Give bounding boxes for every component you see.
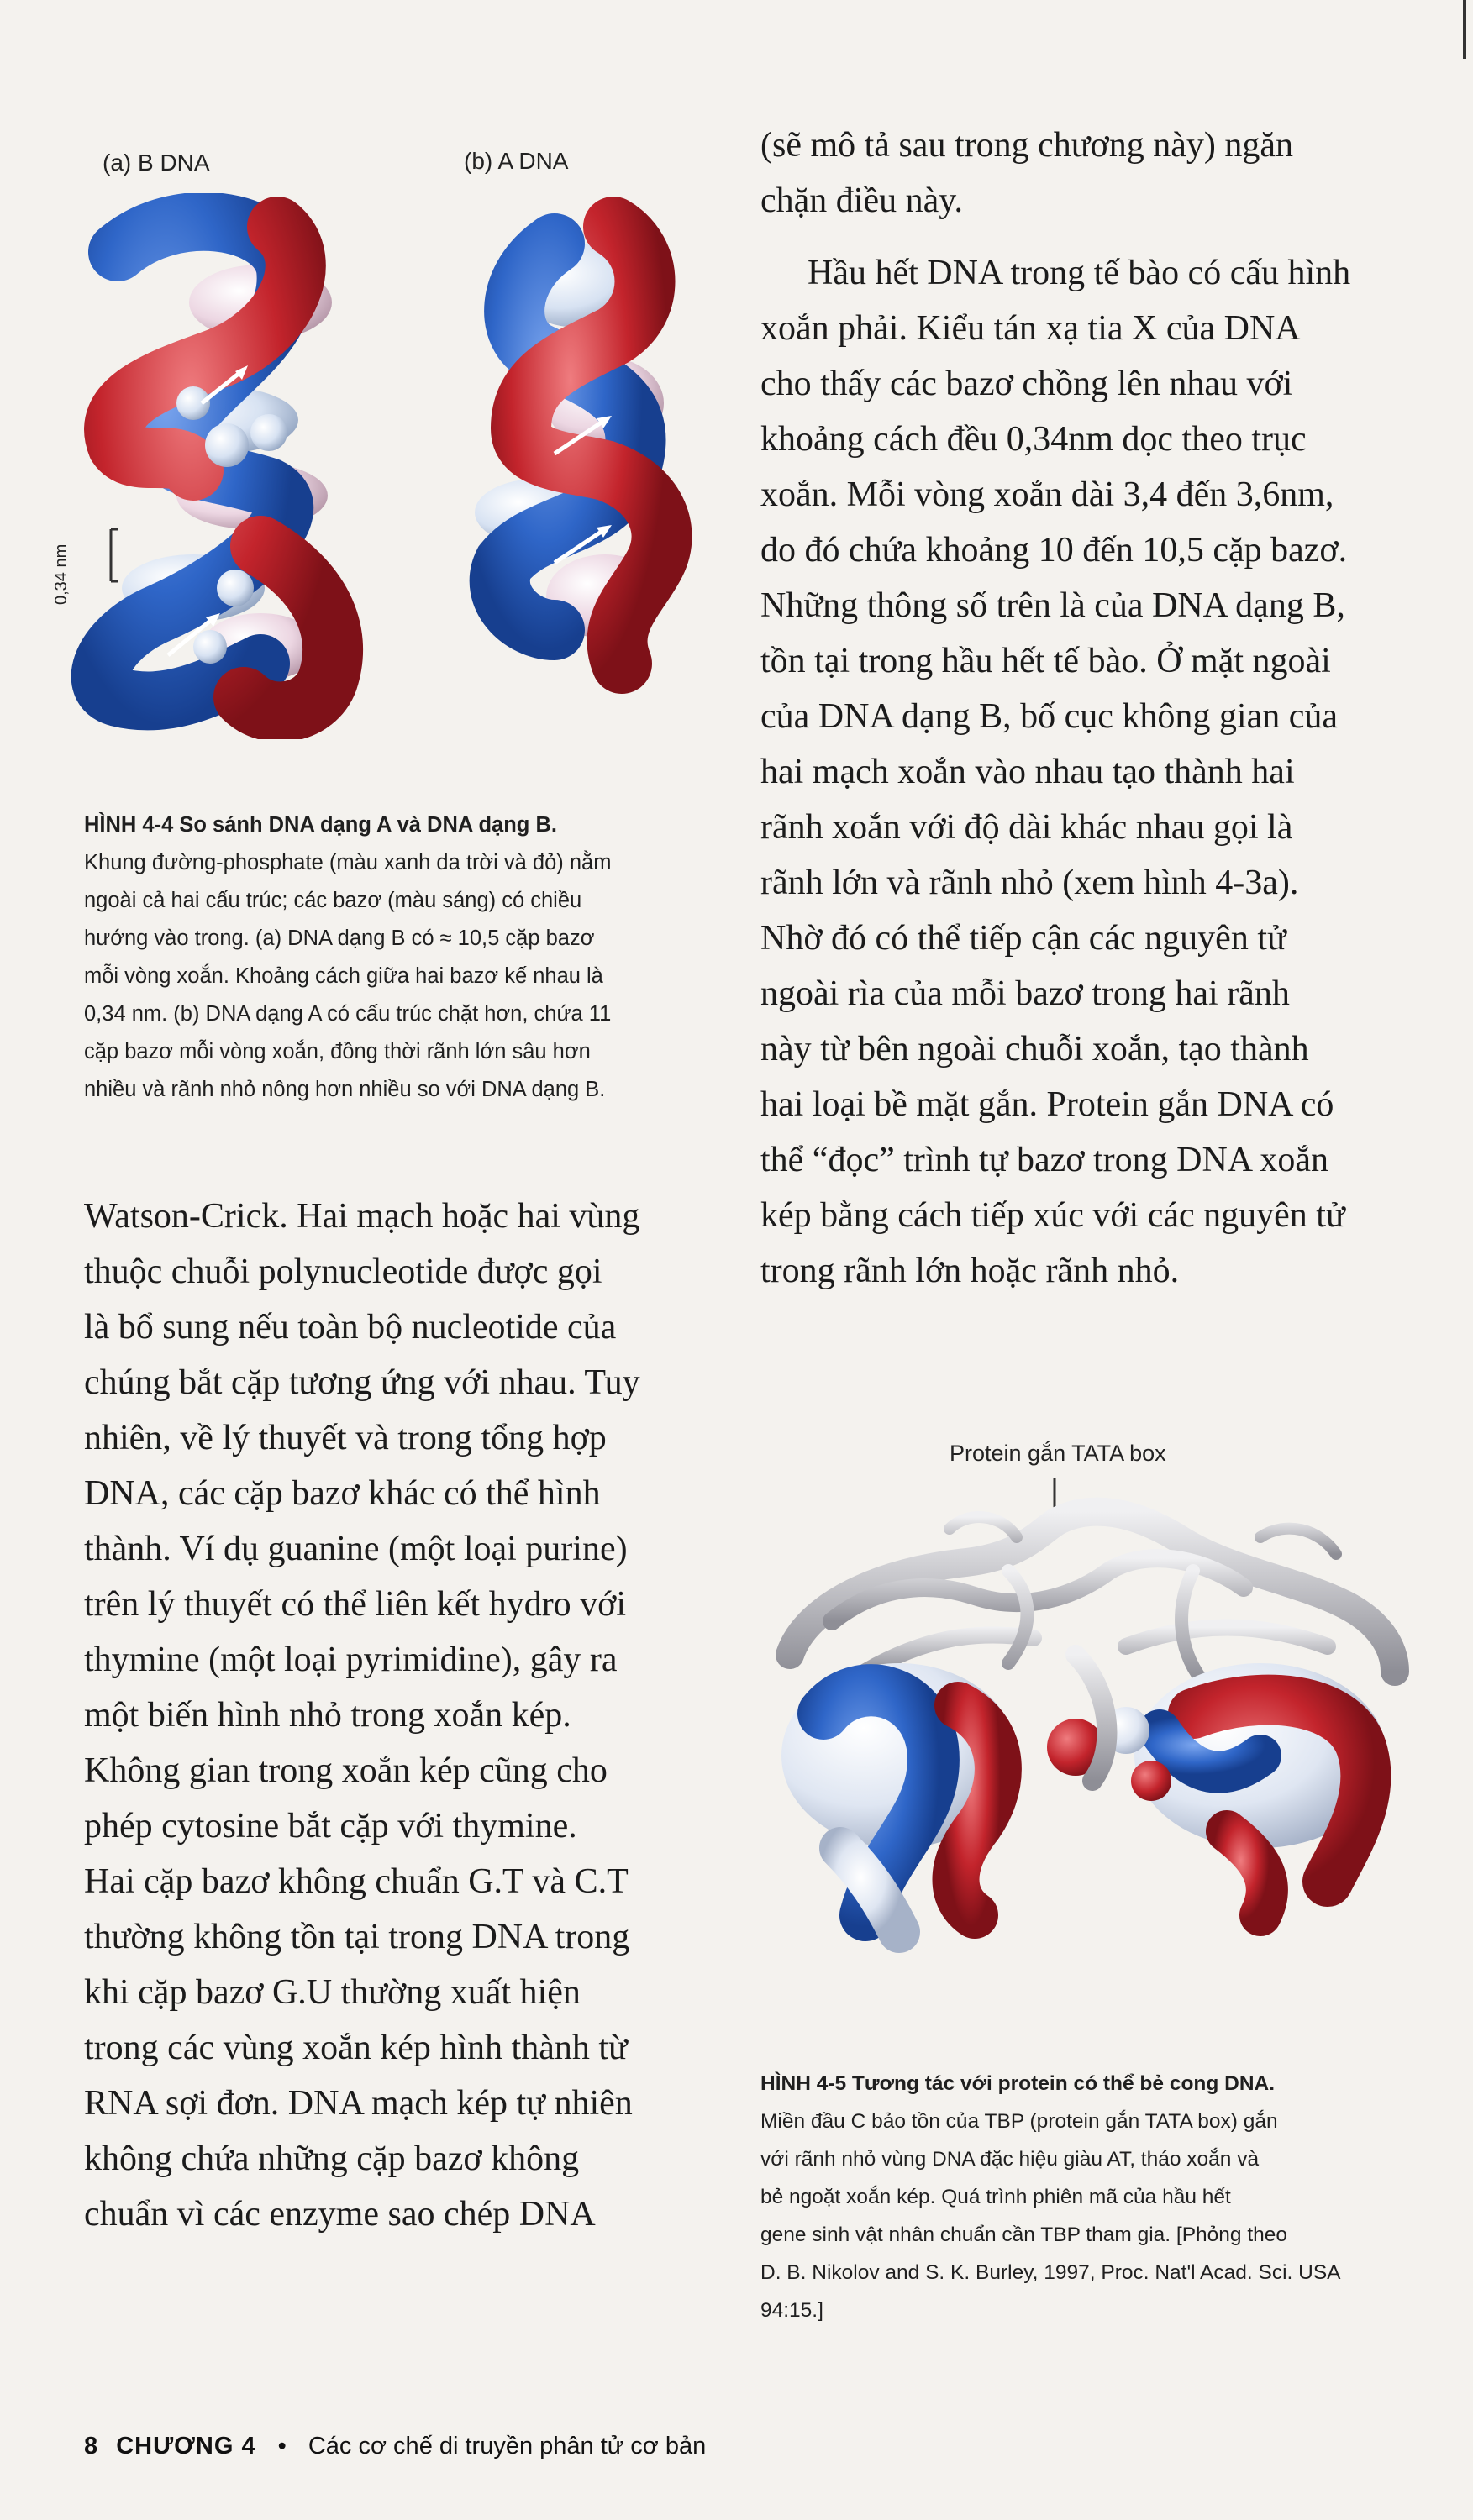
left-line: trong các vùng xoắn kép hình thành từ	[84, 2029, 628, 2067]
fig-4-5-caption-line: bẻ ngoặt xoắn kép. Quá trình phiên mã của hầu hết	[760, 2186, 1231, 2208]
page-number: 8	[84, 2433, 98, 2460]
fig-4-4-caption-line: cặp bazơ mỗi vòng xoắn, đồng thời rãnh lớn sâu hơn	[84, 1040, 591, 1063]
fig-4-4-caption-title: HÌNH 4-4 So sánh DNA dạng A và DNA dạng B.	[84, 813, 557, 837]
fig-4-4-caption-line: ngoài cả hai cấu trúc; các bazơ (màu sáng) có chiều	[84, 889, 582, 912]
fig-4-5-caption-line: 94:15.]	[760, 2299, 823, 2322]
chapter-label: CHƯƠNG 4	[116, 2433, 256, 2460]
fig-4-4-label-b: (b) A DNA	[464, 148, 569, 174]
fig-4-5-caption	[760, 2065, 1399, 2329]
left-line: chúng bắt cặp tương ứng với nhau. Tuy	[84, 1363, 640, 1402]
left-line: không chứa những cặp bazơ không	[84, 2139, 580, 2178]
right-p2-line: khoảng cách đều 0,34nm dọc theo trục	[760, 420, 1307, 459]
footer-separator: •	[277, 2433, 287, 2460]
left-line: chuẩn vì các enzyme sao chép DNA	[84, 2195, 596, 2234]
tata-dna-spacefill	[781, 1663, 1386, 1932]
left-line: DNA, các cặp bazơ khác có thể hình	[84, 1474, 601, 1513]
fig-4-5-caption-line: gene sinh vật nhân chuẩn cần TBP tham gia. [Phỏng theo	[760, 2223, 1288, 2246]
fig-4-5-caption-line: với rãnh nhỏ vùng DNA đặc hiệu giàu AT, tháo xoắn và	[760, 2148, 1260, 2171]
right-p2-line: thể “đọc” trình tự bazơ trong DNA xoắn	[760, 1141, 1328, 1179]
left-line: nhiên, về lý thuyết và trong tổng hợp	[84, 1419, 607, 1457]
b-dna-model	[101, 222, 333, 712]
fig-4-5-caption-line: Miền đầu C bảo tồn của TBP (protein gắn TATA box) gắn	[760, 2110, 1278, 2133]
left-line: Hai cặp bazơ không chuẩn G.T và C.T	[84, 1862, 629, 1901]
left-line: một biến hình nhỏ trong xoắn kép.	[84, 1696, 571, 1735]
left-line: thuộc chuỗi polynucleotide được gọi	[84, 1252, 602, 1291]
left-line: là bổ sung nếu toàn bộ nucleotide của	[84, 1308, 617, 1347]
fig-4-4-caption	[84, 806, 723, 1109]
left-line: RNA sợi đơn. DNA mạch kép tự nhiên	[84, 2084, 633, 2123]
right-p1-line: (sẽ mô tả sau trong chương này) ngăn	[760, 126, 1293, 165]
left-line: Watson-Crick. Hai mạch hoặc hai vùng	[84, 1197, 640, 1236]
page-edge-mark	[1463, 0, 1466, 59]
left-line: khi cặp bazơ G.U thường xuất hiện	[84, 1973, 581, 2012]
right-p2-line: trong rãnh lớn hoặc rãnh nhỏ.	[760, 1252, 1180, 1290]
right-p2-line: rãnh lớn và rãnh nhỏ (xem hình 4-3a).	[760, 864, 1299, 902]
fig-4-4-caption-line: 0,34 nm. (b) DNA dạng A có cấu trúc chặt hơn, chứa 11	[84, 1002, 612, 1026]
fig-4-5-tbp-dna-complex	[756, 1478, 1428, 2033]
left-line: Không gian trong xoắn kép cũng cho	[84, 1751, 608, 1790]
right-p2-line: do đó chứa khoảng 10 đến 10,5 cặp bazơ.	[760, 531, 1348, 570]
right-p2-line: ngoài rìa của mỗi bazơ trong hai rãnh	[760, 974, 1290, 1013]
right-p1-line: chặn điều này.	[760, 181, 964, 220]
fig-4-5-caption-line: D. B. Nikolov and S. K. Burley, 1997, Proc. Nat'l Acad. Sci. USA	[760, 2261, 1341, 2284]
fig-4-4-label-a: (a) B DNA	[103, 150, 210, 176]
a-dna-model	[475, 227, 664, 664]
page-footer	[84, 2433, 706, 2460]
fig-4-4-caption-line: nhiều và rãnh nhỏ nông hơn nhiều so với DNA dạng B.	[84, 1078, 606, 1101]
fig-4-4-caption-line: Khung đường-phosphate (màu xanh da trời và đỏ) nằm	[84, 851, 612, 874]
right-p2-line: hai mạch xoắn vào nhau tạo thành hai	[760, 753, 1295, 791]
right-p2-line: tồn tại trong hầu hết tế bào. Ở mặt ngoài	[760, 642, 1331, 680]
tbp-protein-ribbon	[790, 1512, 1395, 1680]
right-p2-line: Những thông số trên là của DNA dạng B,	[760, 586, 1345, 625]
left-line: thành. Ví dụ guanine (một loại purine)	[84, 1530, 628, 1568]
left-line: thường không tồn tại trong DNA trong	[84, 1918, 630, 1956]
fig-4-5-protein-label: Protein gắn TATA box	[950, 1441, 1166, 1466]
right-p2-line: rãnh xoắn với độ dài khác nhau gọi là	[760, 808, 1293, 847]
right-p2-line: xoắn phải. Kiểu tán xạ tia X của DNA	[760, 309, 1301, 348]
left-line: thymine (một loại pyrimidine), gây ra	[84, 1641, 618, 1679]
chapter-title: Các cơ chế di truyền phân tử cơ bản	[308, 2433, 707, 2460]
right-p2-line: xoắn. Mỗi vòng xoắn dài 3,4 đến 3,6nm,	[760, 475, 1334, 514]
fig-4-4-dna-models	[67, 193, 739, 739]
right-column-text	[760, 118, 1399, 1299]
right-p2-line: cho thấy các bazơ chồng lên nhau với	[760, 365, 1293, 403]
scale-label: 0,34 nm	[52, 543, 71, 605]
fig-4-4-caption-line: mỗi vòng xoắn. Khoảng cách giữa hai bazơ kế nhau là	[84, 964, 603, 988]
left-line: trên lý thuyết có thể liên kết hydro với	[84, 1585, 627, 1624]
right-p2-line: Hầu hết DNA trong tế bào có cấu hình	[808, 254, 1351, 292]
fig-4-4-caption-line: hướng vào trong. (a) DNA dạng B có ≈ 10,5 cặp bazơ	[84, 927, 595, 950]
left-line: phép cytosine bắt cặp với thymine.	[84, 1807, 577, 1845]
right-p2-line: của DNA dạng B, bố cục không gian của	[760, 697, 1338, 736]
right-p2-line: hai loại bề mặt gắn. Protein gắn DNA có	[760, 1085, 1334, 1124]
fig-4-5-caption-title: HÌNH 4-5 Tương tác với protein có thể bẻ cong DNA.	[760, 2072, 1276, 2095]
right-p2-line: này từ bên ngoài chuỗi xoắn, tạo thành	[760, 1030, 1309, 1068]
left-column-text	[84, 1189, 723, 2242]
right-p2-line: kép bằng cách tiếp xúc với các nguyên tử	[760, 1196, 1345, 1235]
right-p2-line: Nhờ đó có thể tiếp cận các nguyên tử	[760, 919, 1286, 958]
